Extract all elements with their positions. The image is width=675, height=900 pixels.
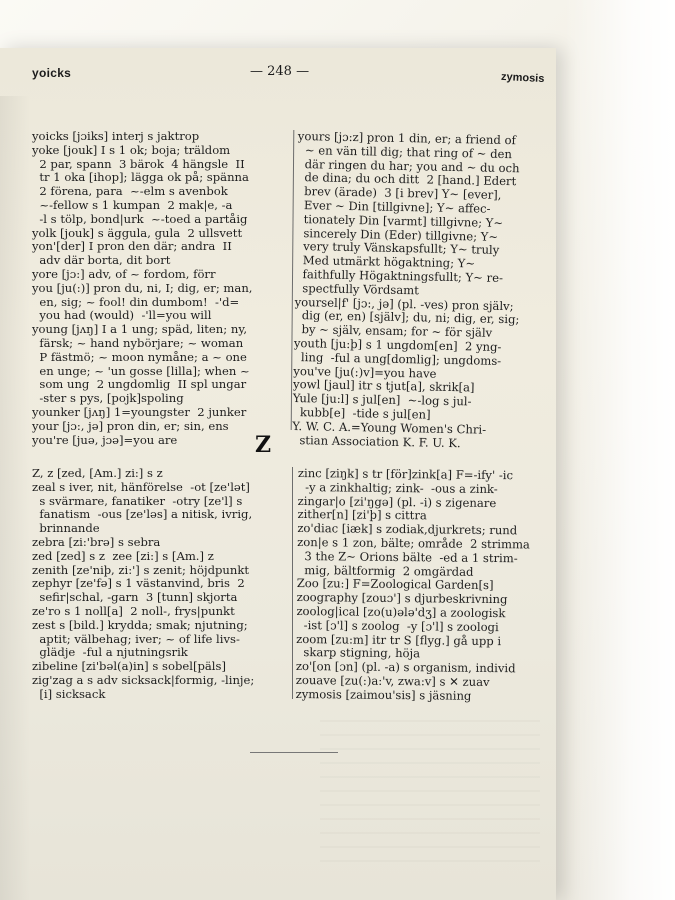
entry-line: zingar|o [zi'ŋgə] (pl. -i) s zigenare — [297, 493, 497, 510]
entry-line: zephyr [ze'fə] s 1 västanvind, bris 2 — [32, 576, 245, 591]
entry-line: skarp stigning, höja — [295, 645, 421, 661]
entry-line: zo'diac [iæk] s zodiak,djurkrets; rund — [297, 521, 518, 538]
entry-line: yoicks [jɔiks] interj s jaktrop — [32, 129, 200, 143]
entry-line: zinc [ziŋk] s tr [för]zink[a] F=-ify' -ic — [297, 466, 514, 483]
entry-line: Yule [ju:l] s jul[en] ~-log s jul- — [292, 391, 472, 409]
entry-line: som ung 2 ungdomlig II spl ungar — [32, 377, 247, 392]
entry-line: zig'zag a s adv sicksack|formig, -linje; — [32, 672, 255, 687]
entry-line: zed [zed] s z zee [zi:] s [Am.] z — [32, 548, 214, 563]
entry-line: P fästmö; ~ moon nymåne; a ~ one — [32, 349, 247, 364]
entry-line: mig, bältformig 2 omgärdad — [296, 562, 474, 579]
entry-line: yon'[der] I pron den där; andra II — [32, 239, 232, 254]
entry-line: zouave [zu(:)a:'v, zwa:v] s ✕ zuav — [295, 672, 490, 689]
entry-line: en unge; ~ 'un gosse [lilla]; when ~ — [32, 363, 250, 378]
page-edge-light — [565, 0, 675, 900]
entry-line: sefir|schal, -garn 3 [tunn] skjorta — [32, 590, 238, 605]
column-right-bottom — [296, 467, 553, 704]
entry-line: zeal s iver, nit, hänförelse -ot [ze'lət] — [32, 479, 250, 494]
entry-line: zebra [zi:'brə] s sebra — [32, 534, 161, 549]
section-letter: Z — [255, 432, 272, 458]
column-divider-bottom — [292, 467, 293, 699]
entry-line: you're [juə, jɔə]=you are — [32, 432, 178, 447]
entry-line: zoom [zu:m] itr tr S [flyg.] gå upp i — [296, 631, 502, 648]
entry-line: 2 förena, para ~-elm s avenbok — [32, 184, 228, 199]
entry-line: zest s [bild.] krydda; smak; njutning; — [32, 617, 248, 632]
entry-line: [i] sicksack — [32, 686, 106, 701]
entry-line: kubb[e] -tide s jul[en] — [292, 404, 431, 422]
entry-line: you [ju(:)] pron du, ni, I; dig, er; man, — [32, 280, 253, 295]
entry-line: you had (would) -'ll=you will — [32, 308, 212, 323]
entry-line: zibeline [zi'bəl(a)in] s sobel[päls] — [32, 659, 226, 674]
entry-line: yolk [jouk] s äggula, gula 2 ullsvett — [32, 225, 243, 240]
entry-line: dig (er, en) [själv]; du, ni; dig, er, sig; — [294, 308, 520, 327]
running-head — [0, 58, 556, 86]
entry-line: brinnande — [32, 521, 100, 536]
entry-line: spectfully Vördsamt — [294, 280, 420, 298]
entry-line: tionately Din [varmt] tillgivne; Y~ — [296, 211, 504, 230]
entry-line: -ist [ɔ'l] s zoolog -y [ɔ'l] s zoologi — [296, 617, 499, 634]
entry-line: yours [jɔ:z] pron 1 din, er; a friend of — [297, 129, 516, 148]
entry-line: aptit; välbehag; iver; ~ of life livs- — [32, 631, 240, 646]
entry-line: sincerely Din (Eder) tillgivne; Y~ — [295, 225, 499, 244]
entry-line: yoke [jouk] I s 1 ok; boja; träldom — [32, 142, 231, 157]
entry-line: ling -ful a ung[domlig]; ungdoms- — [293, 349, 502, 368]
entry-line: ~-fellow s 1 kumpan 2 mak|e, -a — [32, 197, 233, 212]
entry-line: yoursel|f' [jɔ:, jə] (pl. -ves) pron själv; — [294, 294, 514, 313]
entry-line: ze'ro s 1 noll[a] 2 noll-, frys|punkt — [32, 603, 235, 618]
entry-line: zon|e s 1 zon, bälte; område 2 strimma — [297, 534, 530, 552]
guide-word-right: zymosis — [500, 70, 545, 86]
entry-line: 3 the Z~ Orions bälte -ed a 1 strim- — [296, 548, 518, 566]
guide-word-left: yoicks — [32, 66, 72, 80]
entry-line: zoolog|ical [zo(u)ələ'dʒ] a zoologisk — [296, 603, 506, 621]
entry-line: very truly Vänskapsfullt; Y~ truly — [295, 239, 500, 258]
entry-line: zoography [zouɔ'] s djurbeskrivning — [296, 590, 508, 607]
entry-line: zo'[on [ɔn] (pl. -a) s organism, individ — [295, 659, 516, 676]
entry-line: glädje -ful a njutningsrik — [32, 645, 188, 660]
entry-line: zenith [ze'niþ, zi:'] s zenit; höjdpunkt — [32, 562, 250, 577]
entry-line: you've [ju(:)v]=you have — [293, 363, 437, 381]
show-through-text — [320, 720, 540, 870]
entry-line: yore [jɔ:] adv, of ~ fordom, förr — [32, 266, 216, 281]
entry-line: Y. W. C. A.=Young Women's Chri- — [292, 418, 487, 437]
entry-line: de dina; du och ditt 2 [hand.] Edert — [296, 170, 517, 189]
column-left-bottom — [32, 467, 290, 702]
entry-line: adv där borta, dit bort — [32, 253, 171, 268]
entry-line: Ever ~ Din [tillgivne]; Y~ affec- — [296, 197, 491, 216]
page-number: — 248 — — [250, 64, 310, 79]
entry-line: brev (ärade) 3 [i brev] Y~ [ever], — [296, 184, 502, 203]
entry-line: -l s tölp, bond|urk ~-toed a partåig — [32, 211, 248, 226]
entry-line: stian Association K. F. U. K. — [291, 432, 461, 450]
entry-line: youth [ju:þ] s 1 ungdom[en] 2 yng- — [293, 335, 502, 354]
entry-line: -ster s pys, [pojk]spoling — [32, 391, 184, 406]
entry-line: s svärmare, fanatiker -otry [ze'l] s — [32, 493, 243, 508]
entry-line: younker [jʌŋ] 1=youngster 2 junker — [32, 404, 247, 419]
entry-line: by ~ själv, ensam; for ~ för själv — [294, 322, 493, 340]
entry-line: your [jɔ:, jə] pron din, er; sin, ens — [32, 418, 229, 433]
entry-line: zymosis [zaimou'sis] s jäsning — [295, 686, 472, 703]
entry-line: fanatism -ous [ze'ləs] a nitisk, ivrig, — [32, 507, 253, 522]
page-vignette — [0, 96, 30, 900]
column-right-top — [292, 130, 553, 452]
entry-line: yowl [jaul] itr s tjut[a], skrik[a] — [292, 377, 475, 395]
entry-line: 2 par, spann 3 bärok 4 hängsle II — [32, 156, 245, 171]
entry-line: tr 1 oka [ihop]; lägga ok på; spänna — [32, 170, 249, 185]
entry-line: Zoo [zu:] F=Zoological Garden[s] — [296, 576, 494, 593]
entry-line: faithfully Högaktningsfullt; Y~ re- — [295, 266, 504, 285]
column-left-top — [32, 130, 290, 447]
entry-line: zither[n] [zi'þ] s cittra — [297, 507, 427, 523]
entry-line: Z, z [zed, [Am.] zi:] s z — [32, 466, 163, 480]
entry-line: färsk; ~ hand nybörjare; ~ woman — [32, 335, 244, 350]
entry-line: -y a zinkhaltig; zink- -ous a zink- — [297, 479, 498, 496]
entry-line: en, sig; ~ fool! din dumbom! -'d= — [32, 294, 240, 309]
entry-line: där ringen du har; you and ~ du och — [297, 156, 520, 175]
entry-line: young [jʌŋ] I a 1 ung; späd, liten; ny, — [32, 322, 248, 337]
entry-line: ~ en vän till dig; that ring of ~ den — [297, 142, 513, 161]
entry-line: Med utmärkt högaktning; Y~ — [295, 253, 476, 271]
